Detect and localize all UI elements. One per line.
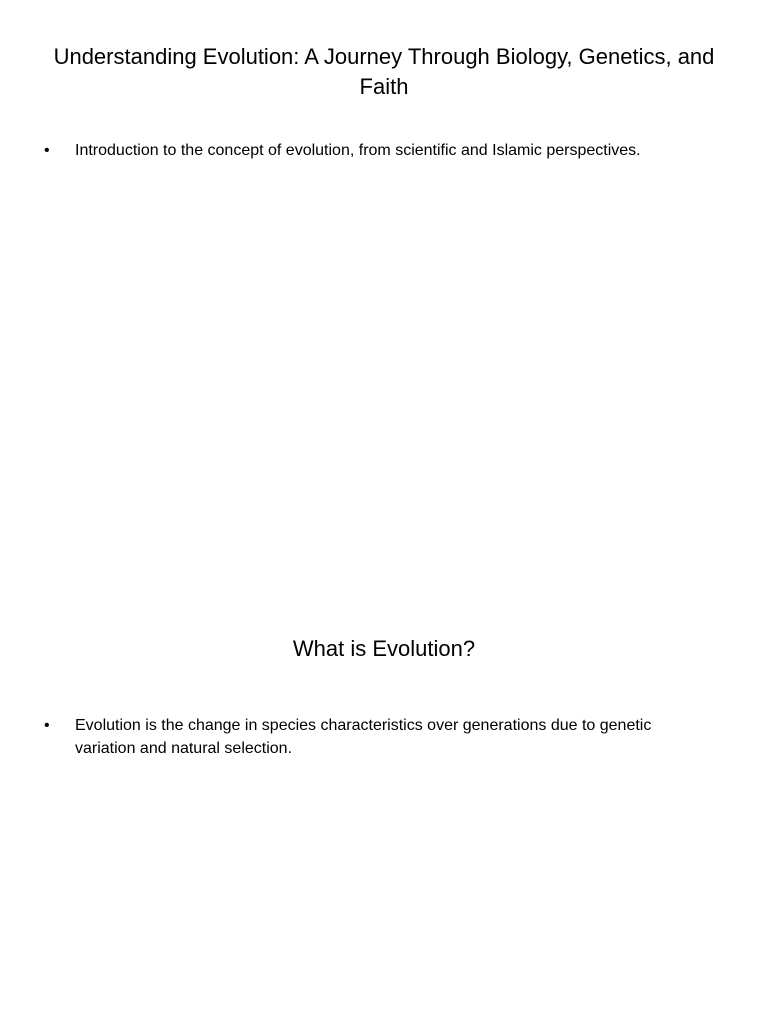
slide-2-bullet-text: Evolution is the change in species characteristics over generations due to genetic variation and natural selection. — [75, 717, 652, 757]
slide-2-title: What is Evolution? — [292, 636, 476, 661]
slide-1-bullet-text: Introduction to the concept of evolution, from scientific and Islamic perspectives. — [75, 142, 641, 159]
slide-1-title: Understanding Evolution: A Journey Through Biology, Genetics, and Faith — [53, 44, 715, 99]
slide-1-bullet-list — [44, 139, 714, 162]
slide-2-bullet-item — [44, 714, 714, 760]
bullet-icon: • — [44, 717, 50, 734]
bullet-icon: • — [44, 142, 50, 159]
slide-2-bullet-list — [44, 714, 714, 760]
slide-2 — [0, 590, 768, 1024]
slide-1-bullet-item — [44, 139, 714, 162]
